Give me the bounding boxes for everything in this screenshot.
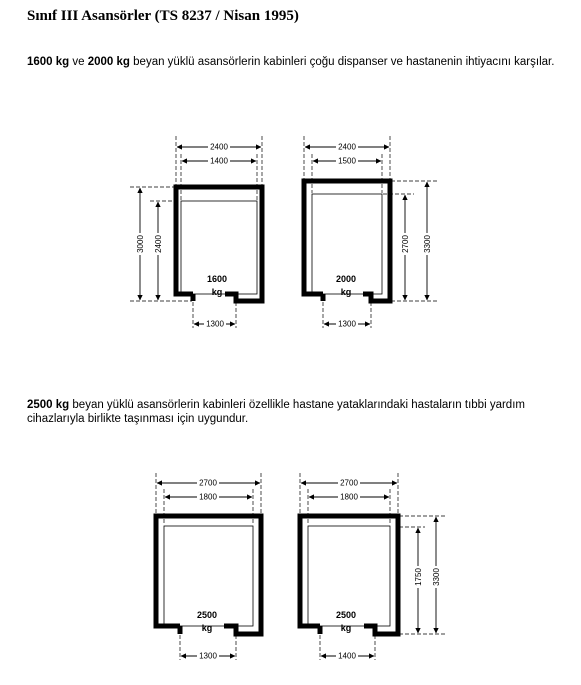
overall-width-dimension: 2400	[338, 142, 356, 152]
overall-depth-dimension: 3300	[432, 568, 441, 586]
door-width-dimension: 1300	[199, 651, 217, 661]
overall-width-dimension: 2700	[199, 478, 217, 488]
cabin-load-value: 2500	[196, 610, 218, 620]
cabin-load-unit: kg	[340, 623, 352, 633]
load-1600: 1600 kg	[27, 56, 70, 68]
cabin-load-unit: kg	[340, 287, 352, 297]
cabin-load-value: 2500	[335, 610, 357, 620]
conjunction: ve	[69, 56, 88, 68]
door-width-dimension: 1300	[206, 319, 224, 329]
cabin-load-unit: kg	[201, 623, 213, 633]
section2-text: beyan yüklü asansörlerin kabinleri özellikle hastane yataklarındaki hastaların tıbbi yardım cihazlarıyla birlikte taşınması için uygundur.	[27, 399, 525, 425]
cabin-load-unit: kg	[211, 287, 223, 297]
cabin-2500-diagram-right	[300, 473, 447, 661]
overall-depth-dimension: 3300	[423, 235, 432, 253]
overall-width-dimension: 2700	[340, 478, 358, 488]
cabin-load-value: 2000	[335, 274, 357, 284]
inner-width-dimension: 1800	[340, 492, 358, 502]
inner-width-dimension: 1500	[338, 156, 356, 166]
cabin-2500-diagram-left	[156, 473, 261, 661]
inner-depth-dimension: 1750	[414, 568, 423, 586]
load-2500: 2500 kg	[27, 399, 70, 411]
inner-width-dimension: 1400	[210, 156, 228, 166]
page-title: Sınıf III Asansörler (TS 8237 / Nisan 1995)	[27, 8, 299, 24]
door-width-dimension: 1400	[338, 651, 356, 661]
load-2000: 2000 kg	[87, 56, 130, 68]
cabin-2000-diagram	[304, 136, 437, 329]
cabin-1600-diagram	[130, 136, 262, 329]
section1-text: beyan yüklü asansörlerin kabinleri çoğu dispanser ve hastanenin ihtiyacını karşılar.	[129, 56, 555, 68]
inner-depth-dimension: 2700	[401, 235, 410, 253]
overall-depth-dimension: 3000	[136, 235, 145, 253]
inner-depth-dimension: 2400	[154, 235, 163, 253]
cabin-load-value: 1600	[206, 274, 228, 284]
overall-width-dimension: 2400	[210, 142, 228, 152]
inner-width-dimension: 1800	[199, 492, 217, 502]
door-width-dimension: 1300	[338, 319, 356, 329]
